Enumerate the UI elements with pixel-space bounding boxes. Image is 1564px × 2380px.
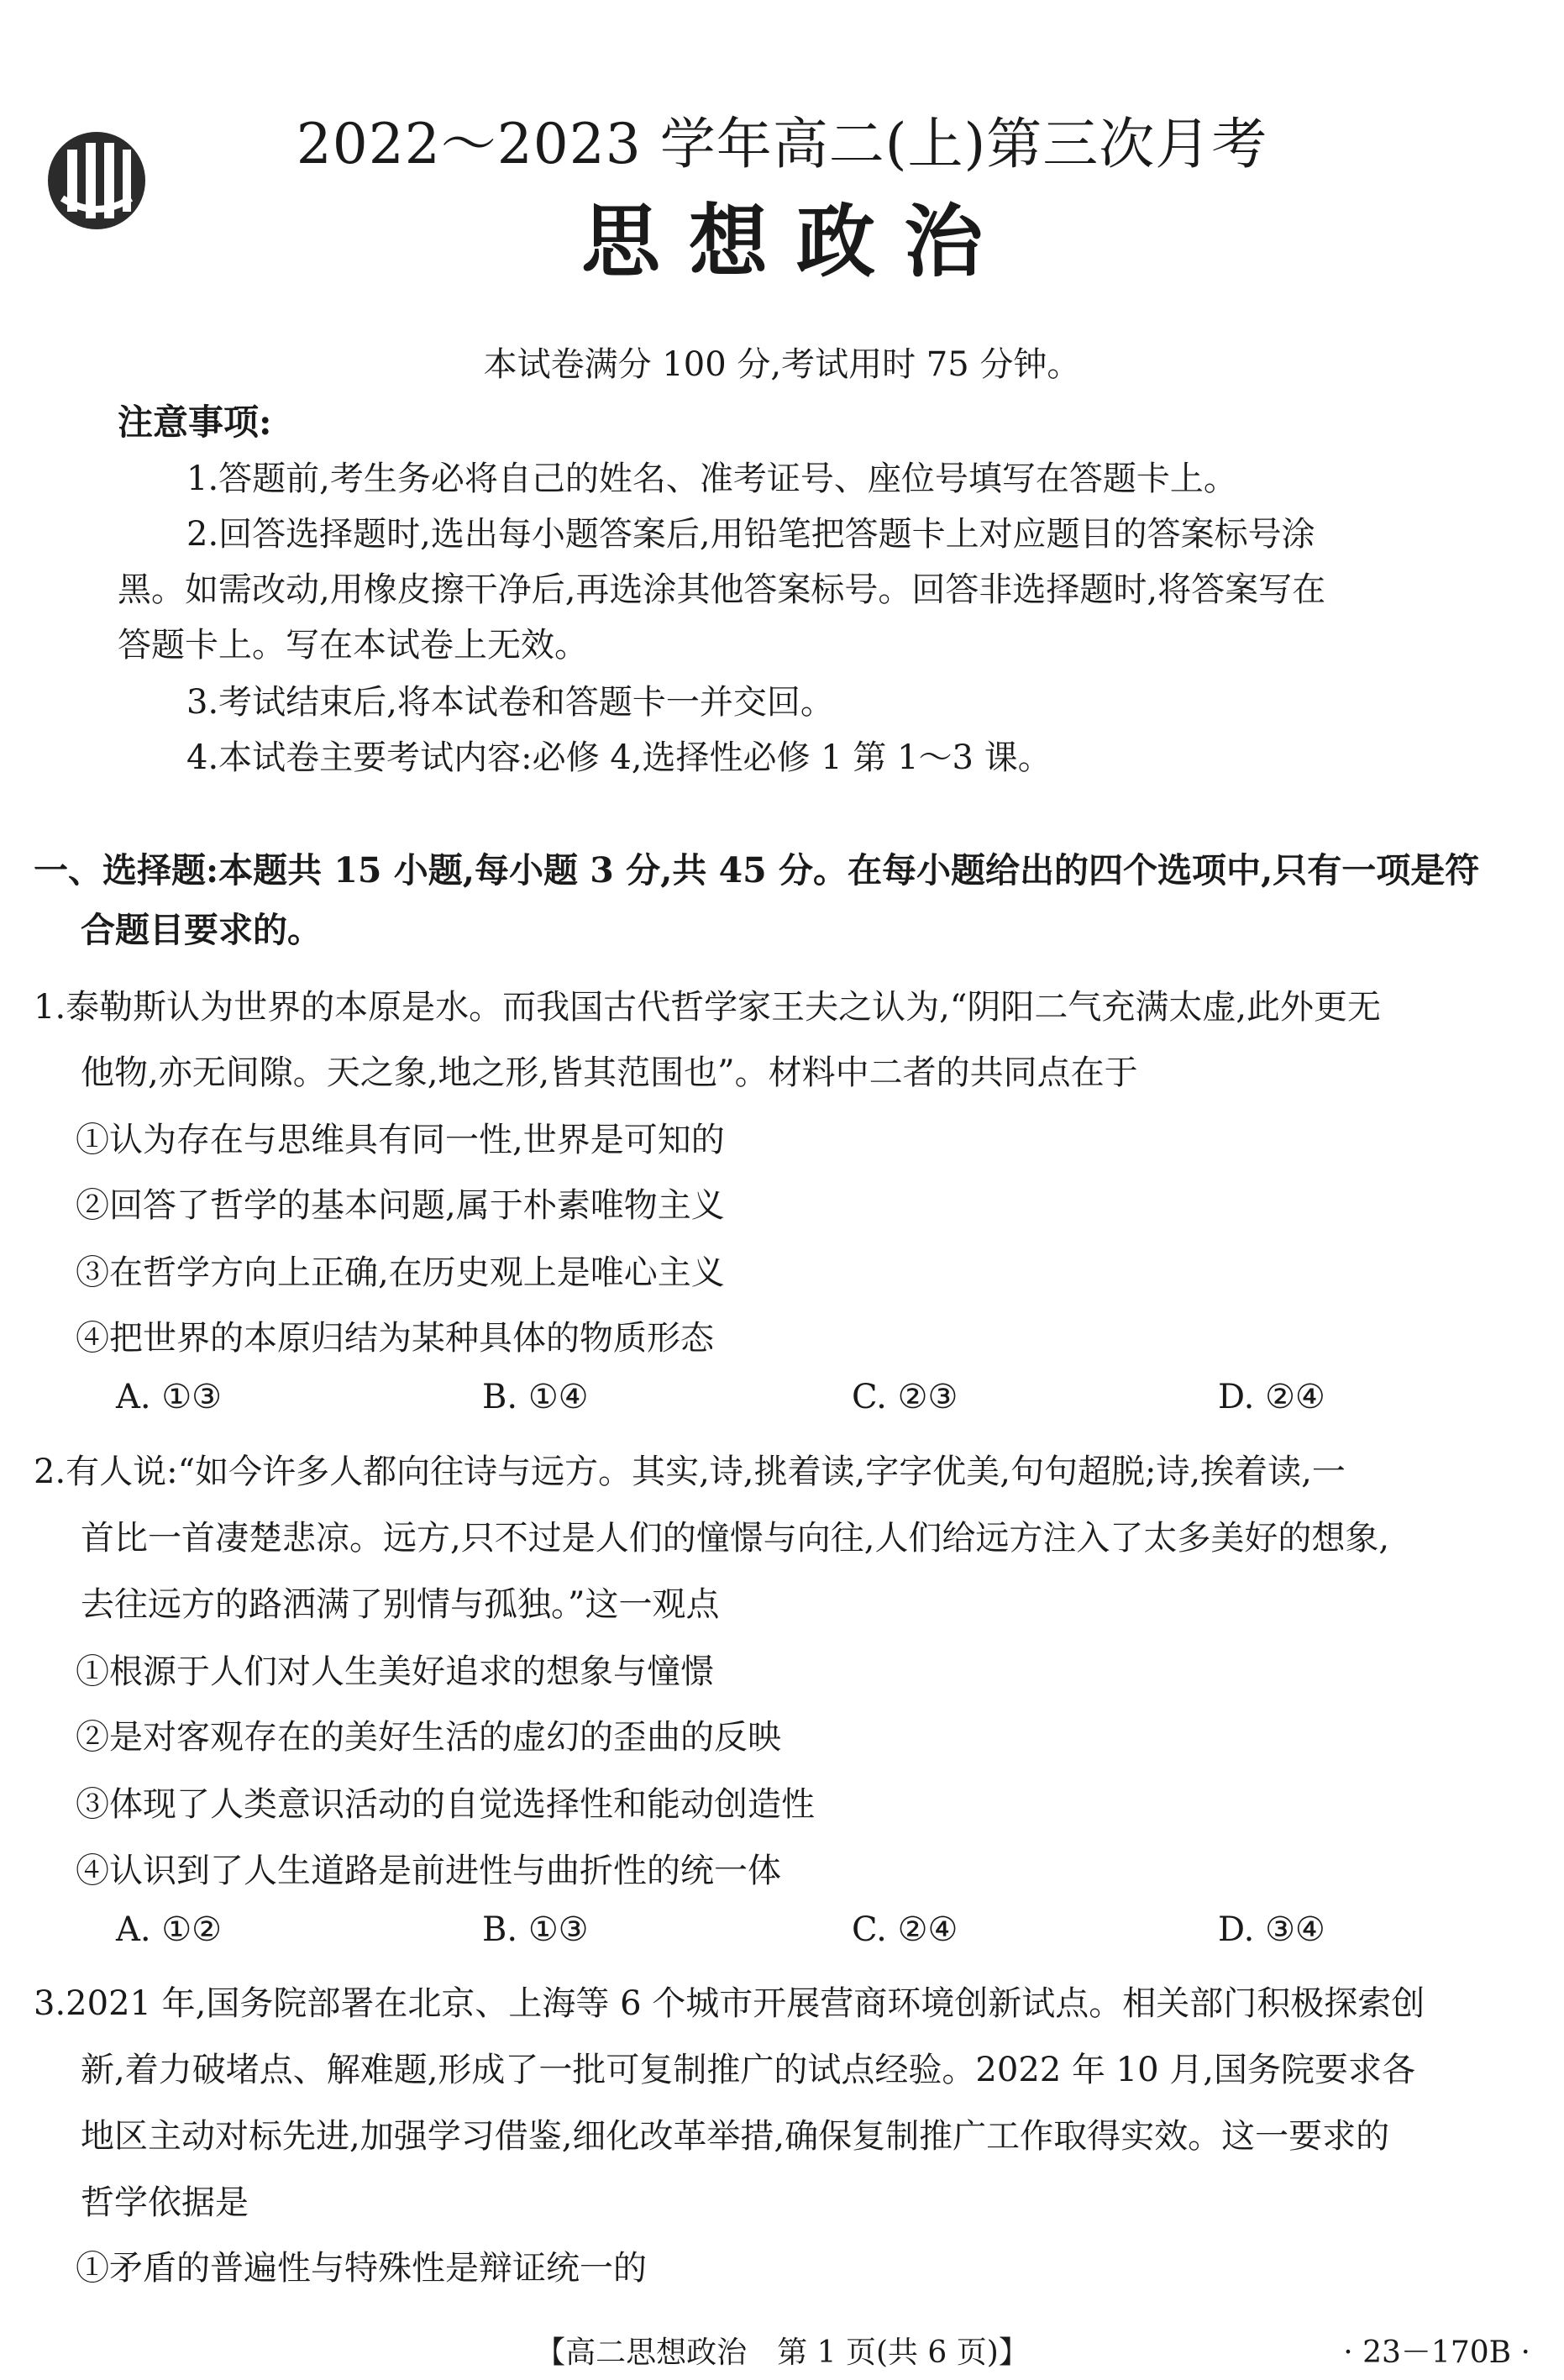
q3-stem-line-2: 新,着力破堵点、解难题,形成了一批可复制推广的试点经验。2022 年 10 月,国务院要求各	[81, 2051, 1415, 2089]
q2-stem-line-1: 2.有人说:“如今许多人都向往诗与远方。其实,诗,挑着读,字字优美,句句超脱;诗,挨着读,一	[34, 1453, 1346, 1491]
q2-option-a[interactable]: A. ①②	[116, 1910, 223, 1949]
q1-stem-line-2: 他物,亦无间隙。天之象,地之形,皆其范围也”。材料中二者的共同点在于	[81, 1053, 1138, 1092]
notice-line-2: 2.回答选择题时,选出每小题答案后,用铅笔把答题卡上对应题目的答案标号涂	[186, 515, 1315, 554]
q1-option-c[interactable]: C. ②③	[852, 1378, 958, 1416]
q2-item-3: ③体现了人类意识活动的自觉选择性和能动创造性	[76, 1785, 815, 1824]
notice-heading: 注意事项:	[118, 402, 272, 443]
q1-option-b[interactable]: B. ①④	[482, 1378, 589, 1416]
q1-option-a[interactable]: A. ①③	[116, 1378, 223, 1416]
q2-item-4: ④认识到了人生道路是前进性与曲折性的统一体	[76, 1852, 781, 1890]
q2-stem-line-2: 首比一首凄楚悲凉。远方,只不过是人们的憧憬与向往,人们给远方注入了太多美好的想象,	[81, 1519, 1390, 1558]
section-heading-line-2: 合题目要求的。	[81, 910, 322, 950]
q1-stem-line-1: 1.泰勒斯认为世界的本原是水。而我国古代哲学家王夫之认为,“阴阳二气充满太虚,此外更无	[34, 988, 1382, 1027]
subject-title: 思想政治	[580, 196, 1011, 288]
q1-option-d[interactable]: D. ②④	[1218, 1378, 1325, 1416]
notice-line-1: 1.答题前,考生务必将自己的姓名、准考证号、座位号填写在答题卡上。	[186, 460, 1237, 498]
q2-item-1: ①根源于人们对人生美好追求的想象与憧憬	[76, 1652, 714, 1691]
q3-stem-line-3: 地区主动对标先进,加强学习借鉴,细化改革举措,确保复制推广工作取得实效。这一要求的	[81, 2117, 1390, 2156]
notice-line-3: 黑。如需改动,用橡皮擦干净后,再选涂其他答案标号。回答非选择题时,将答案写在	[118, 570, 1326, 609]
q2-option-b[interactable]: B. ①③	[482, 1910, 589, 1949]
footer-paper-code: · 23－170B ·	[1343, 2335, 1530, 2370]
q2-stem-line-3: 去往远方的路洒满了别情与孤独。”这一观点	[81, 1585, 720, 1624]
q2-option-d[interactable]: D. ③④	[1218, 1910, 1325, 1949]
q1-item-3: ③在哲学方向上正确,在历史观上是唯心主义	[76, 1253, 725, 1292]
q3-stem-line-4: 哲学依据是	[81, 2183, 249, 2222]
q3-item-1: ①矛盾的普遍性与特殊性是辩证统一的	[76, 2249, 647, 2288]
q2-item-2: ②是对客观存在的美好生活的虚幻的歪曲的反映	[76, 1718, 781, 1757]
q1-item-2: ②回答了哲学的基本问题,属于朴素唯物主义	[76, 1186, 725, 1225]
q2-option-c[interactable]: C. ②④	[852, 1910, 958, 1949]
section-heading-line-1: 一、选择题:本题共 15 小题,每小题 3 分,共 45 分。在每小题给出的四个选项中,只有一项是符	[34, 850, 1480, 891]
exam-title: 2022～2023 学年高二(上)第三次月考	[296, 112, 1268, 176]
notice-line-6: 4.本试卷主要考试内容:必修 4,选择性必修 1 第 1～3 课。	[186, 738, 1052, 777]
q1-item-4: ④把世界的本原归结为某种具体的物质形态	[76, 1319, 714, 1358]
q3-stem-line-1: 3.2021 年,国务院部署在北京、上海等 6 个城市开展营商环境创新试点。相关部门积极探索创	[34, 1984, 1425, 2023]
q1-item-1: ①认为存在与思维具有同一性,世界是可知的	[76, 1121, 725, 1159]
notice-line-4: 答题卡上。写在本试卷上无效。	[118, 626, 588, 665]
notice-line-5: 3.考试结束后,将本试卷和答题卡一并交回。	[186, 683, 834, 722]
exam-info: 本试卷满分 100 分,考试用时 75 分钟。	[483, 345, 1081, 384]
footer-page-info: 【高二思想政治 第 1 页(共 6 页)】	[535, 2335, 1029, 2370]
